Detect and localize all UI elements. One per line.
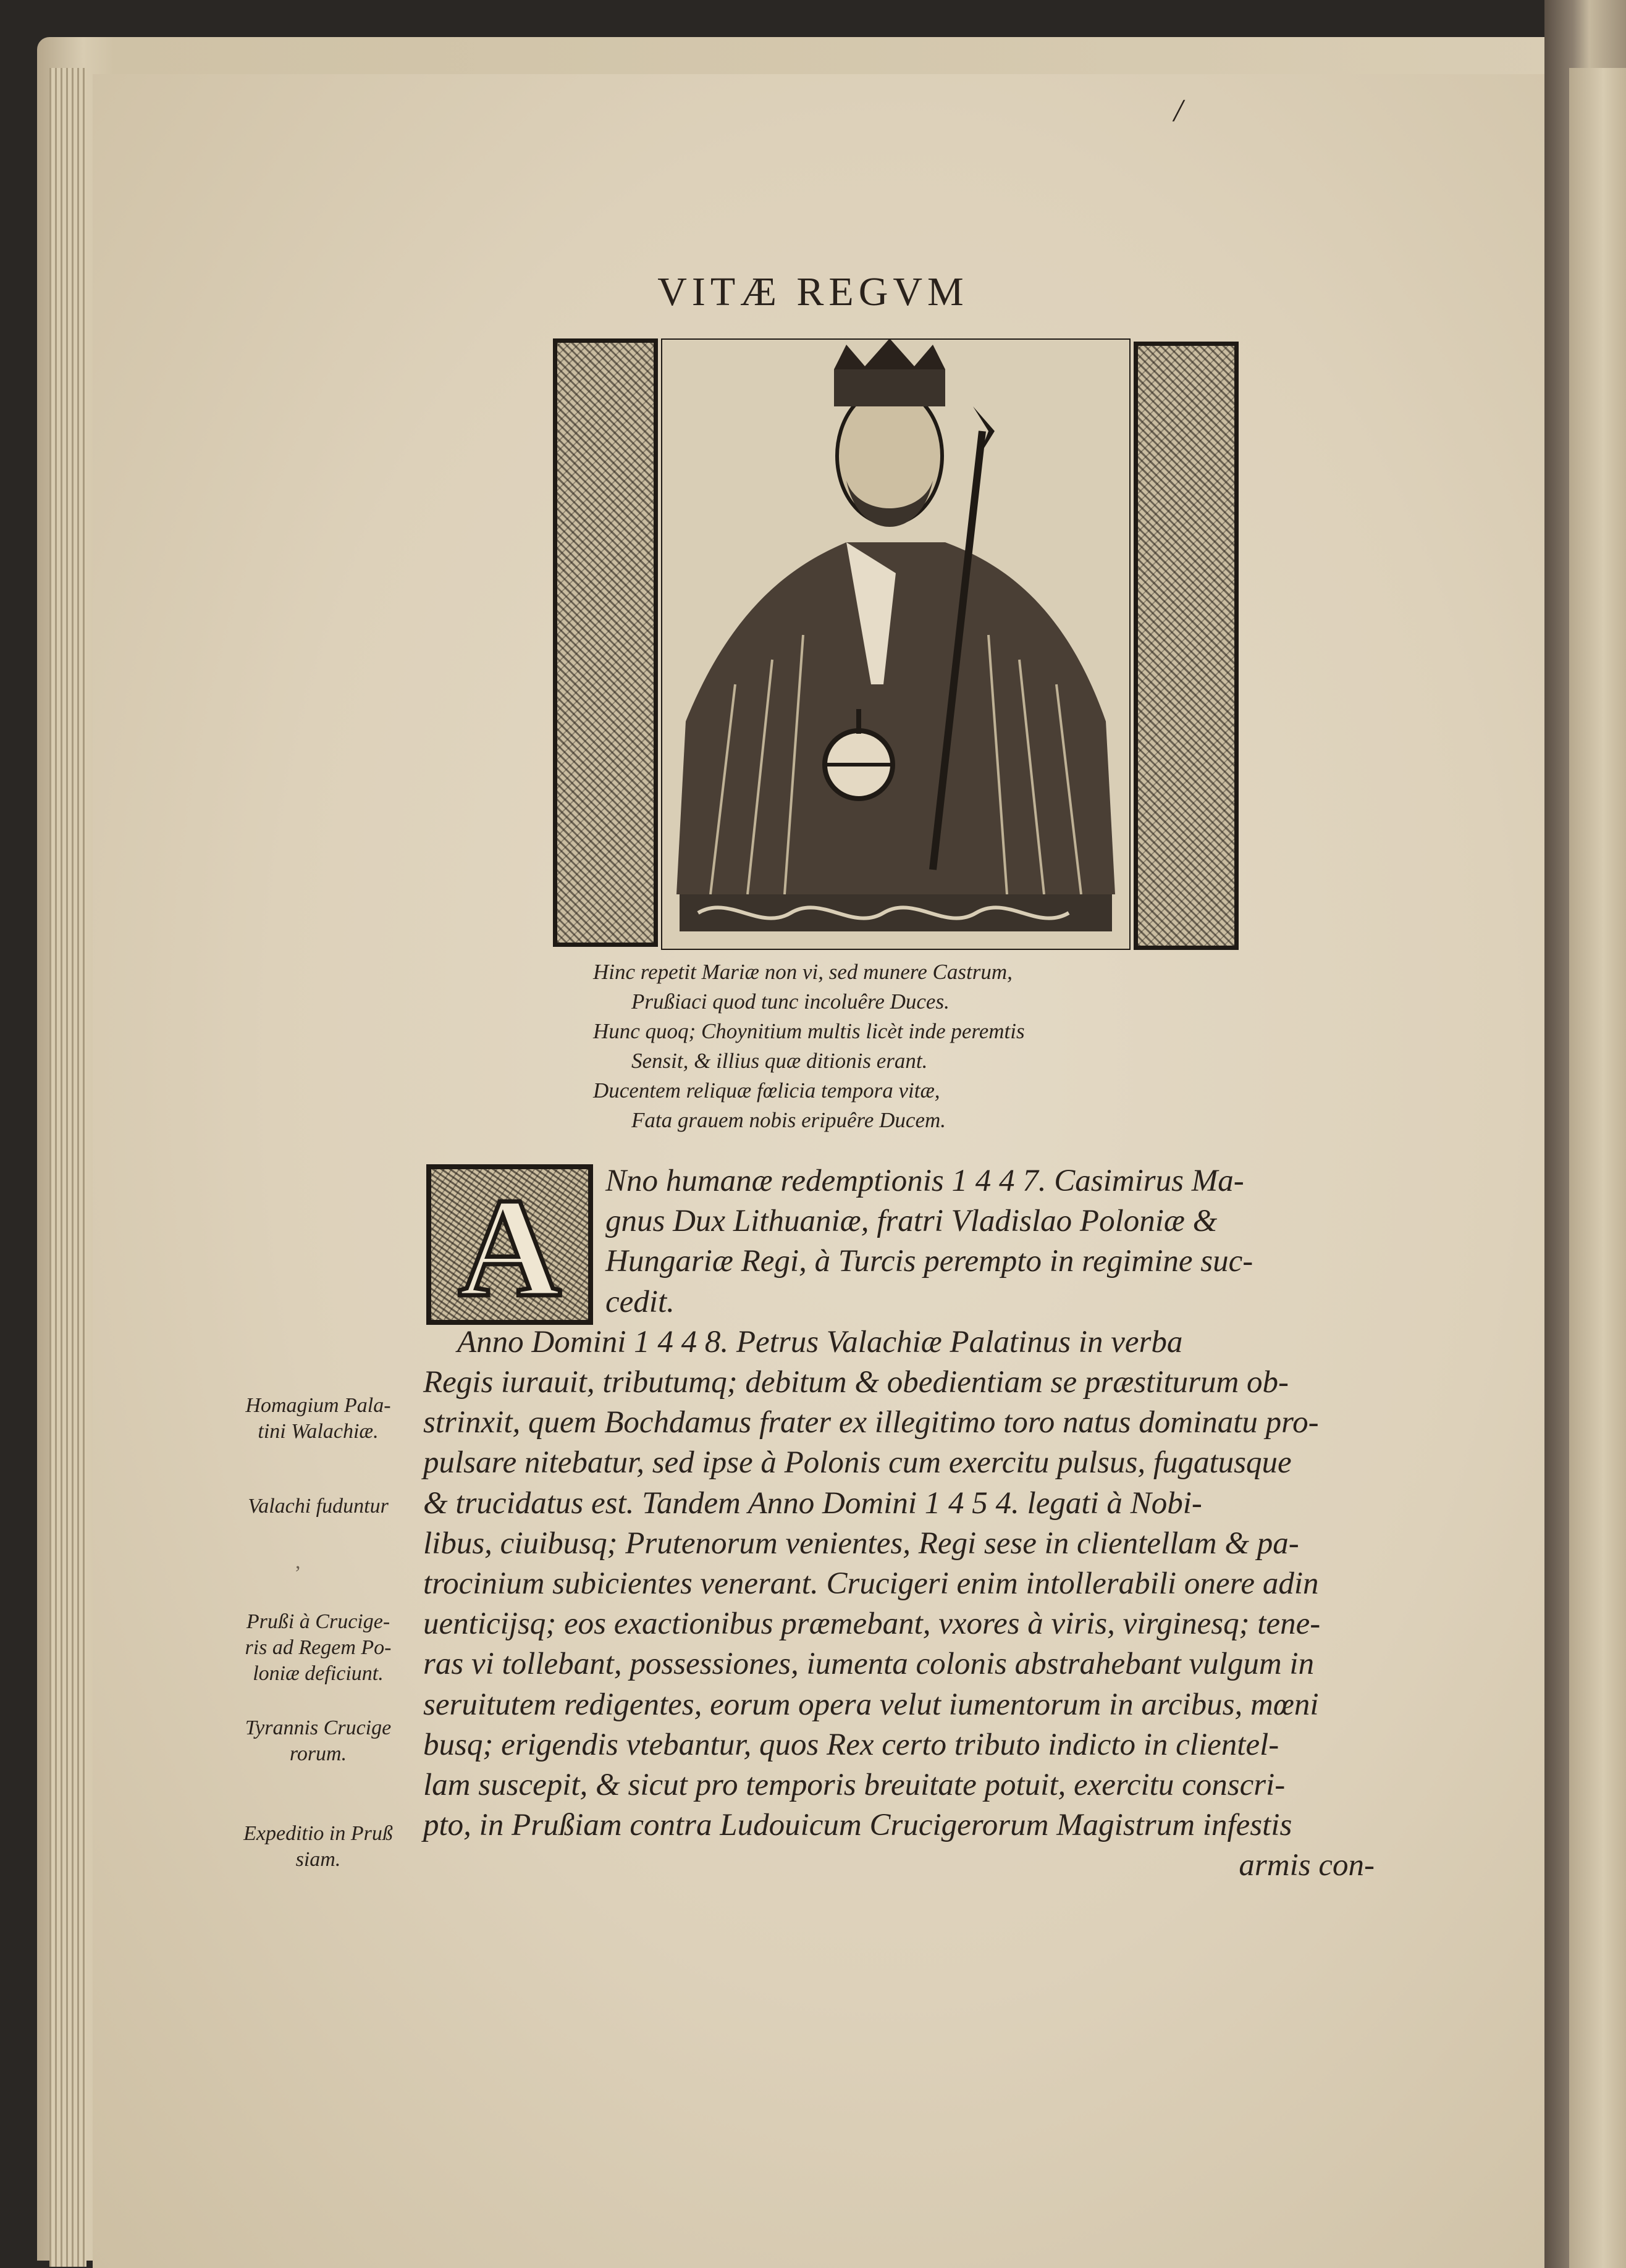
caption-line: Ducentem reliquæ fœlicia tempora vitæ,	[593, 1078, 940, 1102]
margin-note-expeditio	[216, 1821, 420, 1873]
text-line: seruitutem redigentes, eorum opera velut iumentorum in arcibus, mœni	[423, 1687, 1319, 1722]
margin-note-line: tini Walachiæ.	[258, 1420, 379, 1443]
margin-note-line: Tyrannis Crucige	[245, 1716, 392, 1739]
stray-mark: ,	[295, 1550, 301, 1573]
text-line: strinxit, quem Bochdamus frater ex illegitimo toro natus dominatu pro-	[423, 1405, 1319, 1440]
text-line: Nno humanæ redemptionis 1 4 4 7. Casimirus Ma-	[605, 1164, 1244, 1198]
caption-line: Fata grauem nobis eripuêre Ducem.	[631, 1108, 946, 1132]
text-line: cedit.	[605, 1284, 675, 1319]
text-line: trocinium subicientes venerant. Crucigeri enim intollerabili onere adin	[423, 1566, 1319, 1602]
caption-line: Sensit, & illius quæ ditionis erant.	[631, 1049, 928, 1073]
text-line: busq; erigendis vtebantur, quos Rex certo tributo indicto in clientel-	[423, 1727, 1279, 1762]
initial-letter: A	[458, 1169, 562, 1326]
margin-note-tyrannis	[216, 1715, 420, 1767]
margin-note-line: Valachi fuduntur	[248, 1495, 389, 1518]
caption-line: Prußiaci quod tunc incoluêre Duces.	[631, 989, 950, 1014]
body-text	[423, 1161, 1375, 1886]
text-line: Anno Domini 1 4 4 8. Petrus Valachiæ Palatinus in verba	[457, 1324, 1183, 1359]
margin-note-line: loniæ deficiunt.	[253, 1662, 384, 1685]
verse-caption	[593, 957, 1211, 1135]
facing-page-edge	[1569, 68, 1626, 2268]
margin-note-prussi	[216, 1609, 420, 1687]
woodcut-portrait	[553, 338, 1239, 950]
text-line: Regis iurauit, tributumq; debitum & obedientiam se præstiturum ob-	[423, 1365, 1289, 1400]
ornamental-border-right	[1134, 342, 1239, 950]
margin-note-line: siam.	[295, 1848, 341, 1871]
text-line: Hungariæ Regi, à Turcis perempto in regimine suc-	[605, 1244, 1253, 1279]
ornamental-border-left	[553, 338, 658, 947]
margin-note-line: rorum.	[289, 1742, 347, 1765]
text-line: & trucidatus est. Tandem Anno Domini 1 4 5 4. legati à Nobi-	[423, 1485, 1202, 1521]
text-line: pto, in Prußiam contra Ludouicum Crucigerorum Magistrum infestis	[423, 1808, 1292, 1843]
text-line: gnus Dux Lithuaniæ, fratri Vladislao Poloniæ &	[605, 1204, 1218, 1239]
text-line: uenticijsq; eos exactionibus præmebant, vxores à viris, virginesq; tene-	[423, 1606, 1321, 1642]
margin-note-line: Expeditio in Pruß	[243, 1822, 393, 1845]
text-line: lam suscepit, & sicut pro temporis breuitate potuit, exercitu conscri-	[423, 1768, 1286, 1803]
text-line: ras vi tollebant, possessiones, iumenta colonis abstrahebant vulgum in	[423, 1647, 1315, 1682]
margin-note-line: ris ad Regem Po-	[245, 1636, 392, 1659]
running-head: VITÆ REGVM	[657, 269, 969, 314]
caption-line: Hinc repetit Mariæ non vi, sed munere Castrum,	[593, 960, 1013, 984]
king-portrait-image	[661, 338, 1131, 950]
margin-note-line: Prußi à Crucige-	[246, 1610, 390, 1633]
folio-mark: /	[1174, 93, 1183, 128]
text-line: pulsare nitebatur, sed ipse à Polonis cum exercitu pulsus, fugatusque	[423, 1445, 1292, 1480]
page-edges	[49, 68, 86, 2267]
text-line: libus, ciuibusq; Prutenorum venientes, Regi sese in clientellam & pa-	[423, 1526, 1299, 1561]
caption-line: Hunc quoq; Choynitium multis licèt inde peremtis	[593, 1019, 1025, 1043]
margin-note-valachi	[216, 1493, 420, 1519]
margin-note-homagium	[216, 1393, 420, 1445]
text-line: armis con-	[1239, 1848, 1375, 1883]
margin-note-line: Homagium Pala-	[245, 1394, 391, 1417]
